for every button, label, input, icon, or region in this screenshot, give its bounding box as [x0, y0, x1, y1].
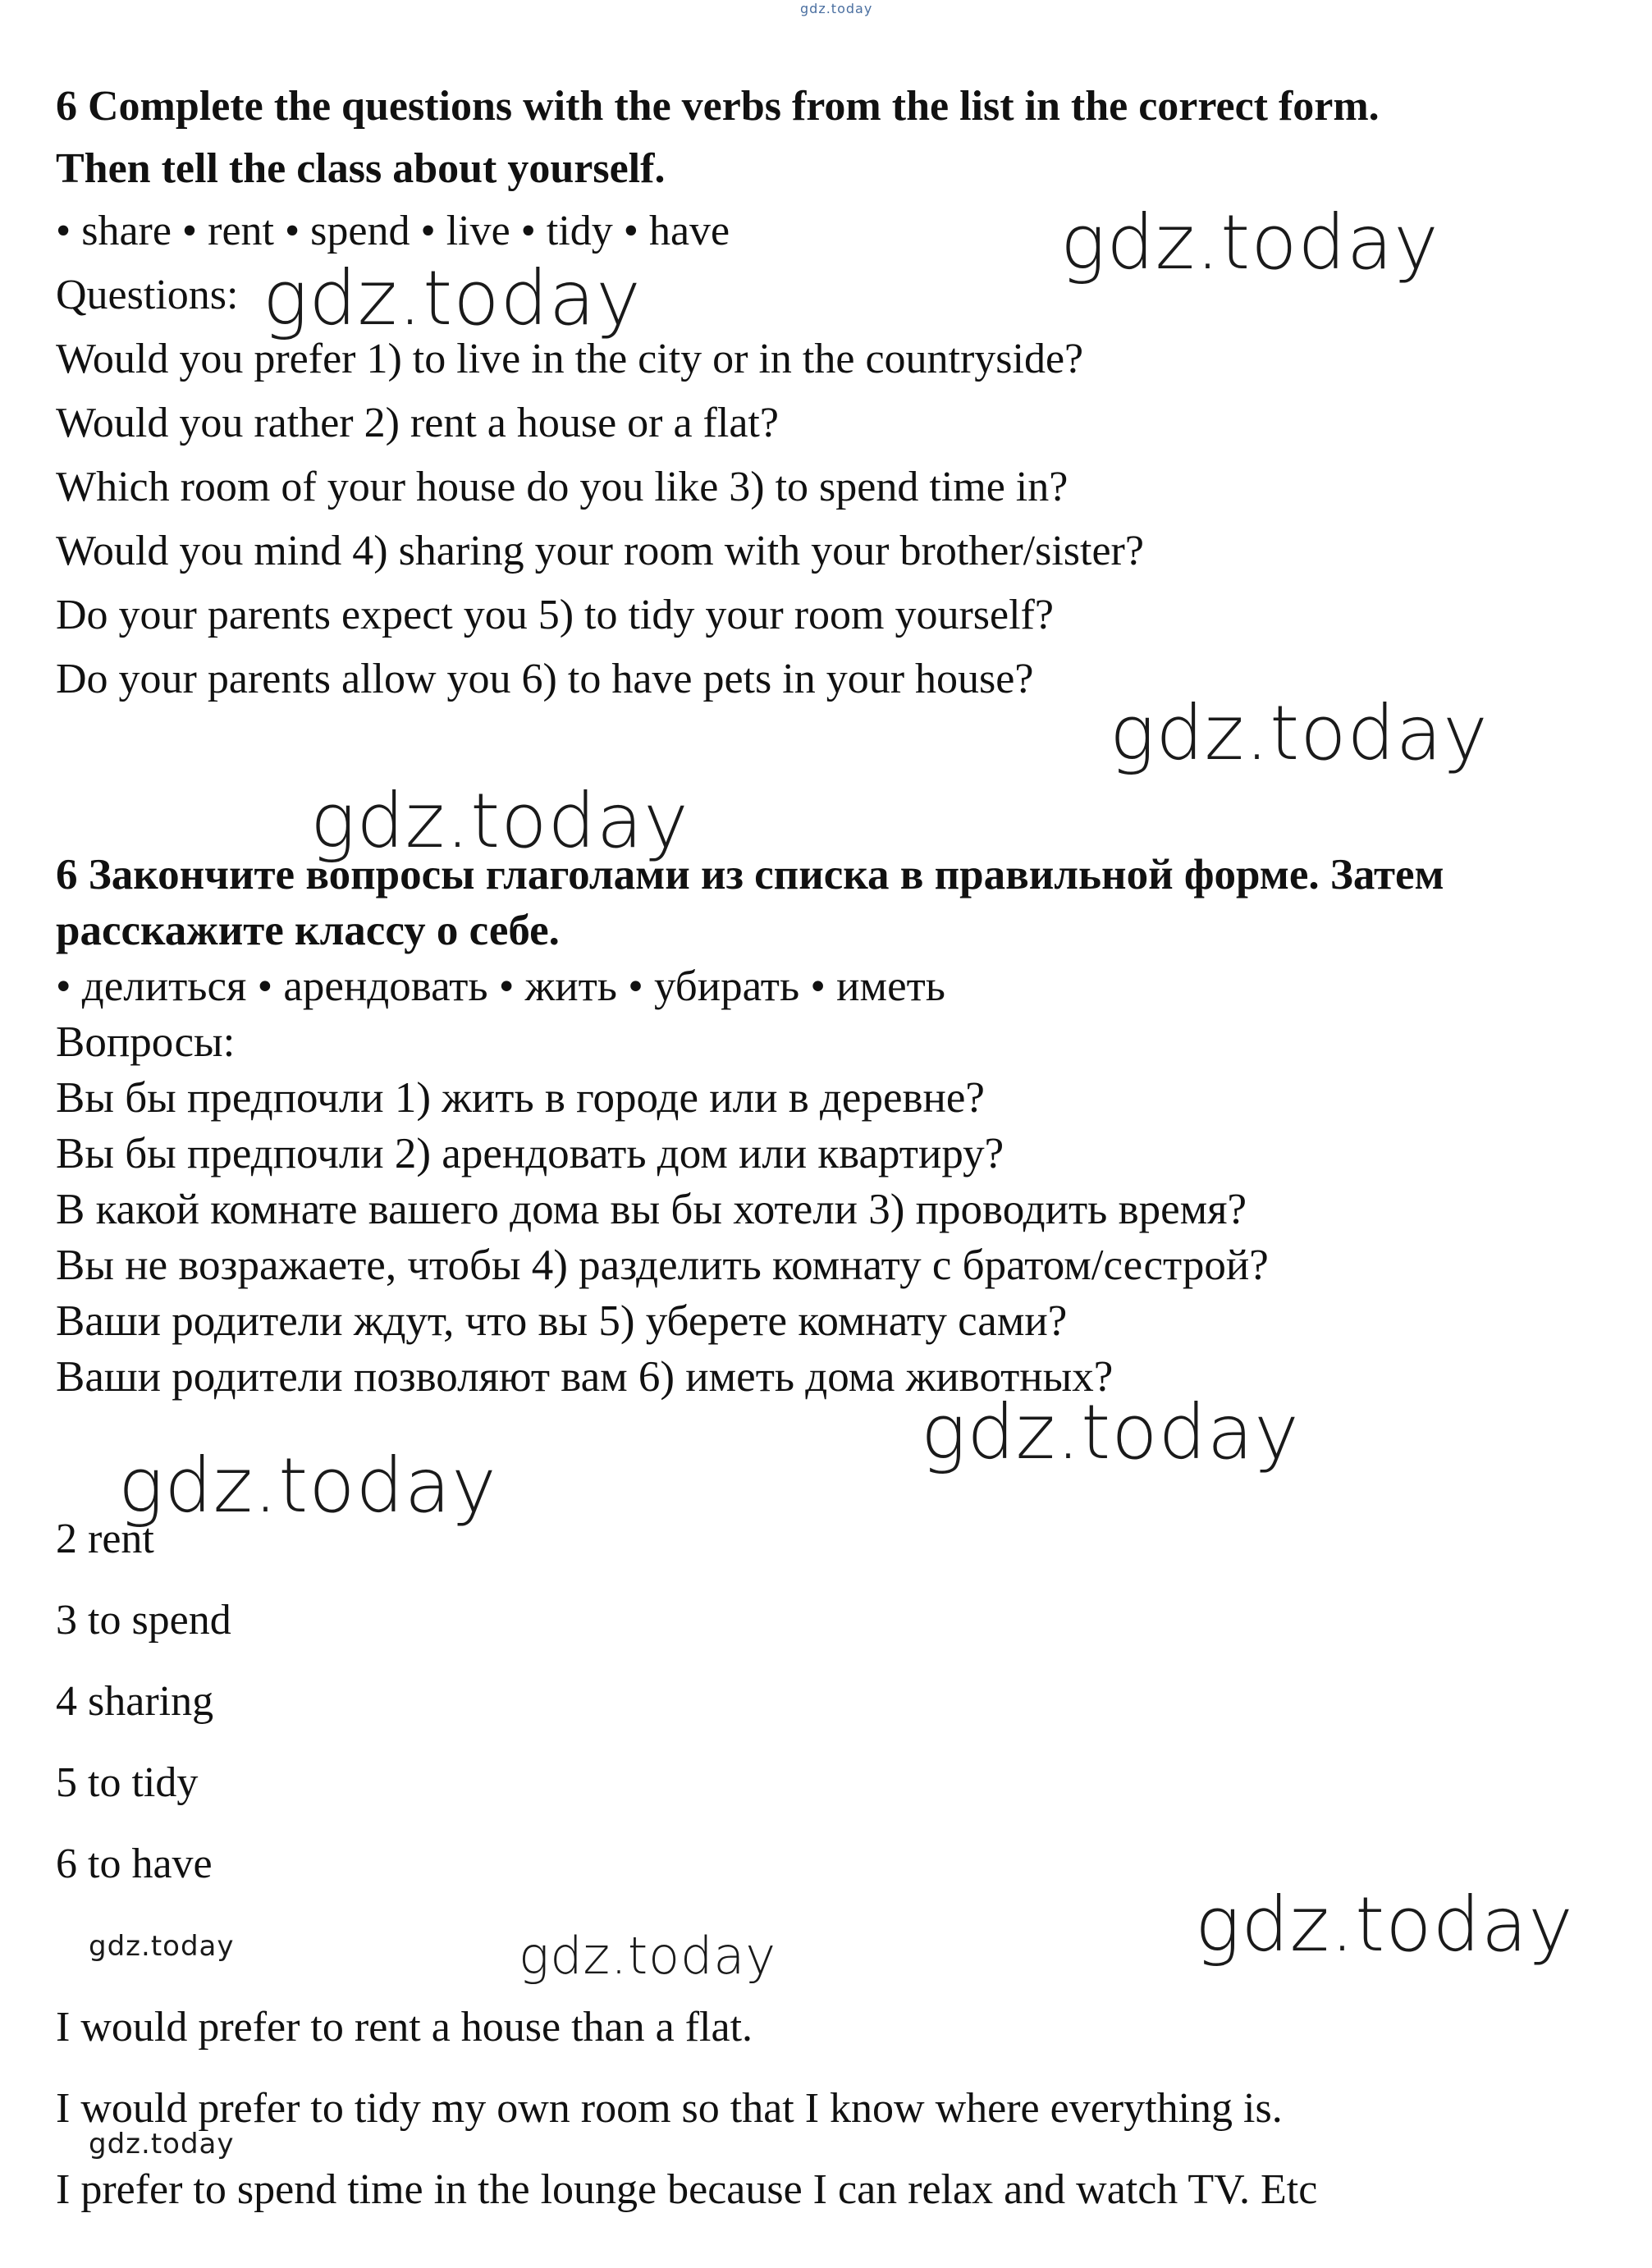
- watermark-3: gdz.today: [1110, 689, 1489, 777]
- example-1: I would prefer to rent a house than a flat.: [56, 2004, 753, 2051]
- question-ru-5: Ваши родители ждут, что вы 5) уберете комнату сами?: [56, 1297, 1068, 1345]
- exercise-title-en-line2: Then tell the class about yourself.: [56, 145, 666, 192]
- word-list-ru: • делиться • арендовать • жить • убирать • иметь: [56, 963, 945, 1010]
- answer-6: 6 to have: [56, 1840, 213, 1887]
- question-ru-3: В какой комнате вашего дома вы бы хотели 3) проводить время?: [56, 1186, 1247, 1233]
- example-2: I would prefer to tidy my own room so that I know where everything is.: [56, 2085, 1283, 2132]
- answer-2: 2 rent: [56, 1516, 154, 1562]
- watermark-4: gdz.today: [310, 777, 689, 865]
- question-ru-4: Вы не возражаете, чтобы 4) разделить комнату с братом/сестрой?: [56, 1241, 1269, 1289]
- watermark-8: gdz.today: [89, 1930, 235, 1963]
- watermark-6: gdz.today: [118, 1442, 497, 1530]
- answer-5: 5 to tidy: [56, 1759, 199, 1806]
- question-ru-1: Вы бы предпочли 1) жить в городе или в деревне?: [56, 1074, 985, 1122]
- questions-label-ru: Вопросы:: [56, 1018, 236, 1066]
- watermark-top: gdz.today: [800, 1, 873, 16]
- question-en-4: Would you mind 4) sharing your room with your brother/sister?: [56, 528, 1144, 574]
- watermark-1: gdz.today: [1060, 199, 1439, 286]
- question-en-6: Do your parents allow you 6) to have pets in your house?: [56, 656, 1034, 702]
- answer-3: 3 to spend: [56, 1597, 231, 1644]
- question-en-2: Would you rather 2) rent a house or a flat?: [56, 400, 779, 446]
- exercise-title-en-line1: 6 Complete the questions with the verbs from the list in the correct form.: [56, 83, 1380, 130]
- exercise-title-ru-line1: 6 Закончите вопросы глаголами из списка в правильной форме. Затем: [56, 851, 1444, 899]
- watermark-9: gdz.today: [519, 1926, 777, 1986]
- watermark-10: gdz.today: [89, 2128, 235, 2161]
- question-en-5: Do your parents expect you 5) to tidy your room yourself?: [56, 592, 1054, 638]
- questions-label-en: Questions:: [56, 272, 239, 318]
- answer-4: 4 sharing: [56, 1678, 214, 1725]
- watermark-5: gdz.today: [921, 1388, 1300, 1476]
- word-list-en: • share • rent • spend • live • tidy • have: [56, 208, 730, 254]
- watermark-2: gdz.today: [263, 254, 642, 342]
- exercise-title-ru-line2: расскажите классу о себе.: [56, 907, 560, 954]
- question-ru-6: Ваши родители позволяют вам 6) иметь дома животных?: [56, 1353, 1114, 1401]
- question-ru-2: Вы бы предпочли 2) арендовать дом или квартиру?: [56, 1130, 1004, 1177]
- question-en-3: Which room of your house do you like 3) to spend time in?: [56, 464, 1069, 510]
- question-en-1: Would you prefer 1) to live in the city or in the countryside?: [56, 336, 1084, 382]
- watermark-7: gdz.today: [1195, 1881, 1574, 1968]
- example-3: I prefer to spend time in the lounge because I can relax and watch TV. Etc: [56, 2166, 1318, 2213]
